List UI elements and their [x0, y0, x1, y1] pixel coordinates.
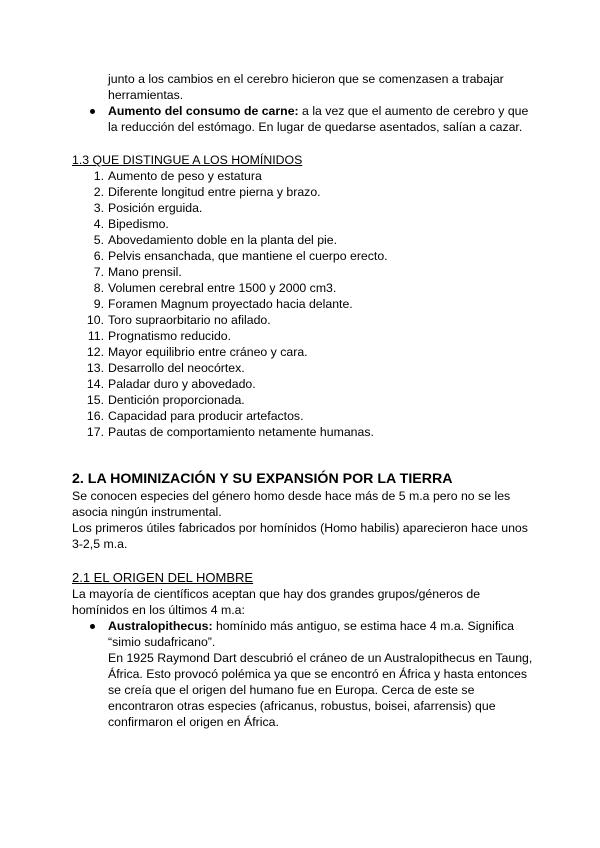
- section-2-p2-line-1: Los primeros útiles fabricados por homínidos (Homo habilis) aparecieron hace unos: [72, 521, 528, 535]
- list-item-number: 17.: [86, 425, 104, 439]
- meat-label: Aumento del consumo de carne:: [108, 104, 299, 118]
- list-item-text: Aumento de peso y estatura: [108, 169, 262, 183]
- list-item-number: 9.: [93, 297, 104, 311]
- list-item-text: Desarrollo del neocórtex.: [108, 361, 245, 375]
- list-item-number: 3.: [93, 201, 104, 215]
- bullet-icon: [90, 624, 95, 629]
- australo-label: Australopithecus:: [108, 619, 213, 633]
- bullet-icon: [90, 109, 95, 114]
- australo-p2-line-2: África. Esto provocó polémica ya que se encontró en África y hasta entonces: [108, 667, 528, 681]
- list-item-number: 10.: [86, 313, 104, 327]
- section-2-p2-line-2: 3-2,5 m.a.: [72, 537, 128, 551]
- list-item-text: Diferente longitud entre pierna y brazo.: [108, 185, 321, 199]
- list-item-number: 13.: [86, 361, 104, 375]
- australo-p2-line-1: En 1925 Raymond Dart descubrió el cráneo de un Australopithecus en Taung,: [108, 651, 533, 665]
- australo-p2-line-5: confirmaron el origen en África.: [108, 715, 279, 729]
- list-item-number: 15.: [86, 393, 104, 407]
- australo-line-1: [108, 618, 514, 634]
- australo-p2-line-3: se creía que el origen del humano fue en Europa. Cerca de este se: [108, 683, 475, 697]
- intro-line-1: junto a los cambios en el cerebro hicieron que se comenzasen a trabajar: [108, 72, 504, 86]
- meat-text-1: a la vez que el aumento de cerebro y que: [298, 104, 529, 118]
- list-item-number: 8.: [93, 281, 104, 295]
- list-item-text: Paladar duro y abovedado.: [108, 377, 256, 391]
- list-item-text: Mayor equilibrio entre cráneo y cara.: [108, 345, 308, 359]
- section-2-1-title: 2.1 EL ORIGEN DEL HOMBRE: [72, 570, 254, 585]
- list-item-text: Foramen Magnum proyectado hacia delante.: [108, 297, 353, 311]
- meat-line-1: [108, 103, 528, 119]
- meat-line-2: la reducción del estómago. En lugar de quedarse asentados, salían a cazar.: [108, 120, 523, 134]
- list-item-number: 16.: [86, 409, 104, 423]
- list-item-number: 11.: [87, 329, 104, 343]
- list-item-number: 1.: [93, 169, 104, 183]
- list-item-number: 6.: [93, 249, 104, 263]
- list-item-text: Pautas de comportamiento netamente humanas.: [108, 425, 374, 439]
- list-item-text: Capacidad para producir artefactos.: [108, 409, 304, 423]
- list-item-number: 2.: [93, 185, 104, 199]
- section-2-p1-line-2: asocia ningún instrumental.: [72, 505, 222, 519]
- australo-text-1: homínido más antiguo, se estima hace 4 m.a. Significa: [212, 619, 514, 633]
- list-item-number: 4.: [93, 217, 104, 231]
- list-item-number: 14.: [86, 377, 104, 391]
- section-2-title: 2. LA HOMINIZACIÓN Y SU EXPANSIÓN POR LA TIERRA: [72, 471, 453, 487]
- list-item-number: 7.: [93, 265, 104, 279]
- list-item-number: 5.: [93, 233, 104, 247]
- australo-p2-line-4: encontraron otras especies (africanus, robustus, boisei, afarrensis) que: [108, 699, 496, 713]
- list-item-text: Volumen cerebral entre 1500 y 2000 cm3.: [108, 281, 337, 295]
- list-item-text: Pelvis ensanchada, que mantiene el cuerpo erecto.: [108, 249, 388, 263]
- list-item-text: Posición erguida.: [108, 201, 203, 215]
- australo-line-2: “simio sudafricano”.: [108, 635, 216, 649]
- list-item-text: Toro supraorbitario no afilado.: [108, 313, 271, 327]
- section-2-p1-line-1: Se conocen especies del género homo desde hace más de 5 m.a pero no se les: [72, 489, 511, 503]
- section-2-1-p1-line-2: homínidos en los últimos 4 m.a:: [72, 603, 245, 617]
- section-2-1-p1-line-1: La mayoría de científicos aceptan que hay dos grandes grupos/géneros de: [72, 587, 481, 601]
- list-item-text: Abovedamiento doble en la planta del pie.: [108, 233, 338, 247]
- list-item-number: 12.: [86, 345, 104, 359]
- intro-line-2: herramientas.: [108, 88, 184, 102]
- list-item-text: Dentición proporcionada.: [108, 393, 245, 407]
- list-item-text: Prognatismo reducido.: [108, 329, 232, 343]
- list-item-text: Mano prensil.: [108, 265, 182, 279]
- list-item-text: Bipedismo.: [108, 217, 169, 231]
- section-1-3-title: 1.3 QUE DISTINGUE A LOS HOMÍNIDOS: [72, 153, 303, 167]
